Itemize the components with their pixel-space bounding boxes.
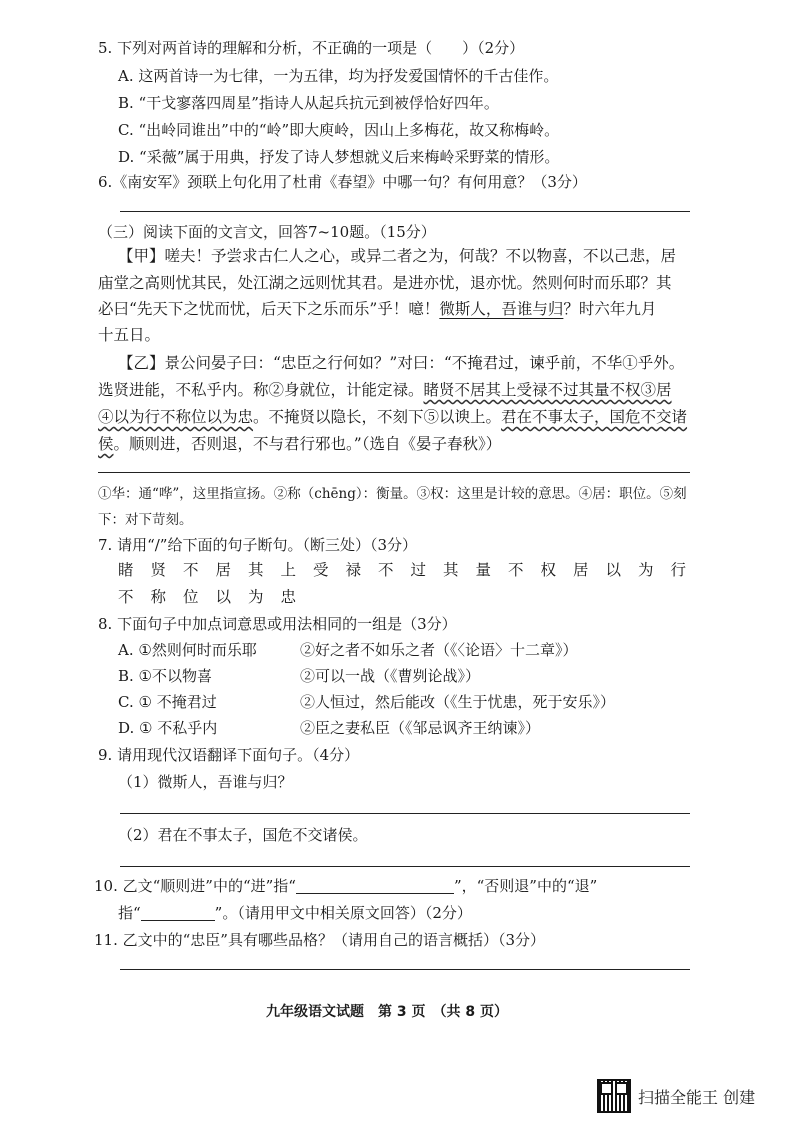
q8-option-d-2: ②臣之妻私臣（《邹忌讽齐王纳谏》） (300, 719, 541, 737)
passage-yi-line-4b: 。顺则进，否则退，不与君行邪也。”（选自《晏子春秋》） (113, 435, 502, 453)
q5-option-c: C. “出岭同谁出”中的“岭”即大庾岭，因山上多梅花，故又称梅岭。 (118, 121, 560, 139)
passage-yi-line-1: 【乙】景公问晏子曰：“忠臣之行何如？”对曰：“不掩君过，谏乎前，不华①乎外。 (118, 354, 685, 372)
page-footer: 九年级语文试题 第 3 页 （共 8 页） (266, 1004, 508, 1020)
scanner-watermark: 扫描全能王 创建 (638, 1088, 756, 1107)
passage-yi-line-2a: 选贤进能，不私乎内。称②身就位，计能定禄。 (98, 381, 424, 399)
passage-yi-line-3b: 。不掩贤以隐长，不刻下⑤以谀上。 (253, 408, 502, 426)
q6-answer-line[interactable] (120, 211, 690, 212)
q8-option-d-1: D. ① 不私乎内 (118, 719, 218, 737)
q9-stem: 9. 请用现代汉语翻译下面句子。（4分） (98, 746, 360, 764)
notes-line-2: 下：对下苛刻。 (98, 512, 193, 528)
q5-option-a: A. 这两首诗一为七律，一为五律，均为抒发爱国情怀的千古佳作。 (118, 67, 559, 85)
q10-blank-tui[interactable] (141, 906, 215, 921)
q8-option-c-1: C. ① 不掩君过 (118, 693, 217, 711)
q5-stem: 5. 下列对两首诗的理解和分析，不正确的一项是（ ）（2分） (98, 39, 525, 57)
passage-jia-line-2: 庙堂之高则忧其民，处江湖之远则忧其君。是进亦忧，退亦忧。然则何时而乐耶？其 (98, 274, 672, 292)
passage-yi-wavy-1: 睹贤不居其上受禄不过其量不权③居 (423, 381, 672, 399)
q8-option-a-2: ②好之者不如乐之者（《〈论语〉十二章》） (300, 641, 578, 659)
passage-yi-wavy-3: 君在不事太子，国危不交诸 (501, 408, 688, 426)
passage-yi-wavy-2: ④以为行不称位以为忠 (98, 408, 254, 426)
q10-line-1 (94, 876, 597, 896)
q7-sentence-line-2[interactable]: 不称位以为忠 (118, 588, 314, 606)
q10-text-2a: 指“ (118, 904, 141, 922)
q9-answer-line-2[interactable] (120, 866, 690, 867)
q9-answer-line-1[interactable] (120, 813, 690, 814)
q11-stem: 11. 乙文中的“忠臣”具有哪些品格？（请用自己的语言概括）（3分） (94, 931, 546, 949)
q5-option-d: D. “采薇”属于用典，抒发了诗人梦想就义后来梅岭采野菜的情形。 (118, 148, 560, 166)
q8-option-b-1: B. ①不以物喜 (118, 667, 213, 685)
q9-sentence-1: （1）微斯人，吾谁与归？ (118, 773, 293, 791)
passage-yi-line-2 (98, 380, 672, 400)
q7-sentence-line-1[interactable]: 睹贤不居其上受禄不过其量不权居以为行 (118, 561, 704, 579)
q10-text-1a: 10. 乙文“顺则进”中的“进”指“ (94, 877, 296, 895)
q11-answer-line[interactable] (120, 969, 690, 970)
passage-yi-line-3 (98, 407, 687, 427)
q8-option-c-2: ②人恒过，然后能改（《生于忧患，死于安乐》） (300, 693, 616, 711)
q10-text-2b: ”。（请用甲文中相关原文回答）（2分） (214, 904, 472, 922)
section-3-title: （三）阅读下面的文言文，回答7~10题。（15分） (98, 223, 436, 241)
passage-jia-line-4: 十五日。 (98, 326, 161, 344)
q5-option-b: B. “干戈寥落四周星”指诗人从起兵抗元到被俘恰好四年。 (118, 94, 499, 112)
qr-code-icon (597, 1079, 631, 1113)
notes-line-1: ①华：通“哗”，这里指宣扬。②称（chēng）：衡量。③权：这里是计较的意思。④居：职位。⑤刻 (98, 486, 687, 502)
notes-divider (98, 472, 690, 473)
q8-option-a-1: A. ①然则何时而乐耶 (118, 641, 257, 659)
passage-jia-underlined: 微斯人，吾谁与归 (439, 300, 564, 318)
passage-yi-wavy-4: 侯 (98, 435, 114, 453)
passage-jia-line-3a: 必曰“先天下之忧而忧，后天下之乐而乐”乎！噫！ (98, 300, 440, 318)
q10-line-2 (118, 903, 472, 923)
q7-stem: 7. 请用“/”给下面的句子断句。（断三处）（3分） (98, 536, 418, 554)
q6-stem: 6.《南安军》颈联上句化用了杜甫《春望》中哪一句？有何用意？（3分） (98, 173, 587, 191)
passage-jia-line-3c: ？时六年九月 (563, 300, 657, 318)
q9-sentence-2: （2）君在不事太子，国危不交诸侯。 (118, 826, 368, 844)
passage-jia-line-3 (98, 299, 656, 319)
q8-option-b-2: ②可以一战（《曹刿论战》） (300, 667, 481, 685)
passage-yi-line-4 (98, 434, 501, 454)
passage-jia-line-1: 【甲】嗟夫！予尝求古仁人之心，或异二者之为，何哉？不以物喜，不以己悲，居 (118, 247, 677, 265)
q8-stem: 8. 下面句子中加点词意思或用法相同的一组是（3分） (98, 615, 457, 633)
q10-blank-jin[interactable] (296, 879, 454, 894)
q10-text-1b: ”，“否则退”中的“退” (453, 877, 598, 895)
